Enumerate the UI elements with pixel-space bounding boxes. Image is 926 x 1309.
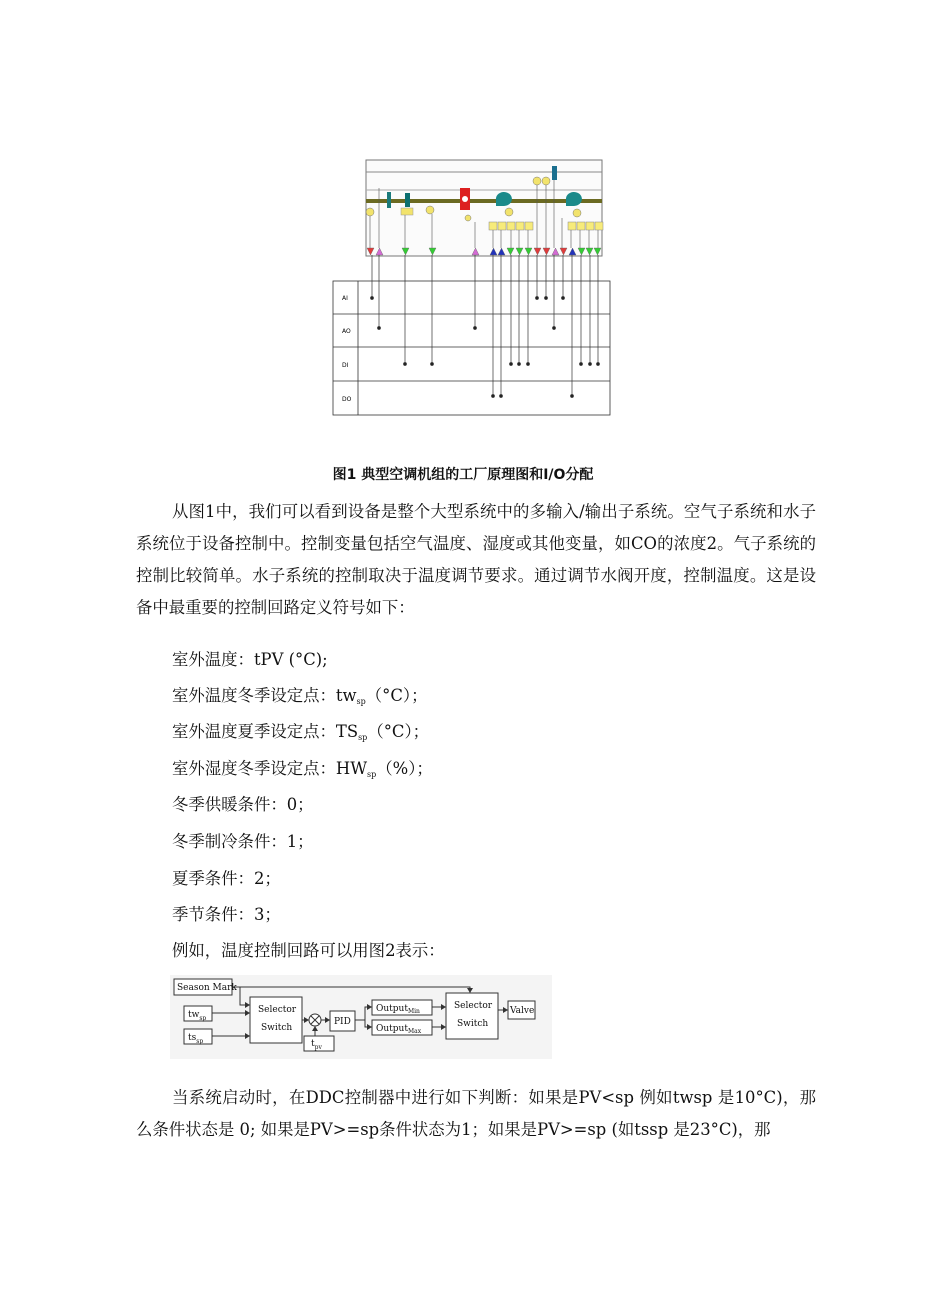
paragraph-1: 从图1中，我们可以看到设备是整个大型系统中的多输入/输出子系统。空气子系统和水子系统位于设备控制中。控制变量包括空气温度、湿度或其他变量，如CO的浓度2。气子系统的控制比较简单。水子系统的控制取决于温度调节要求。通过调节水阀开度，控制温度。这是设备中最重要的控制回路定义符号如下： [136,502,816,617]
definition-line: 例如，温度控制回路可以用图2表示： [172,941,445,960]
definition-line: 季节条件：3； [172,905,281,924]
definition-line: 室外湿度冬季设定点：$HW_{sp}(\%)$； [172,759,433,779]
paragraph-2: 当系统启动时，在DDC控制器中进行如下判断：如果是PV<sp 例如twsp 是10°C)，那么条件状态是 0; 如果是PV>=sp条件状态为1；如果是PV>=sp (如tssp 是23°C)，那 [136,1088,816,1139]
return-fan [566,192,582,206]
io-label-do: DO [342,396,352,403]
selector-switch-1 [250,997,302,1043]
output-max-label: Output$_{Max}$ [376,1024,422,1035]
tw-sp-label: $tw_{sp}$ [188,1010,207,1022]
io-label-ao: AO [342,328,351,335]
definition-line: 室外温度：tPV (°C); [172,650,328,669]
ahu-schematic-figure [332,158,612,418]
figure-1-caption: 图1 典型空调机组的工厂原理图和I/O分配 [332,467,594,483]
selector-2-line-2: Switch [457,1019,489,1029]
pid-label: PID [334,1017,351,1027]
season-mark-label: Season Mark [177,983,237,993]
selector-2-line-1: Selector [454,1001,493,1011]
output-min-label: Output$_{Min}$ [376,1004,420,1015]
definition-line: 室外温度冬季设定点：$tw_{sp}(^\circ C)$； [172,686,428,706]
definition-line: 冬季制冷条件：1； [172,832,314,851]
control-loop-diagram [170,975,552,1059]
valve-label: Valve [510,1006,535,1016]
io-table [333,281,610,415]
io-label-ai: AI [342,295,348,302]
t-pv-label: $t_{pv}$ [311,1039,322,1051]
supply-fan [496,192,512,206]
selector-1-line-2: Switch [261,1023,293,1033]
io-label-di: DI [342,362,349,369]
ts-sp-label: $ts_{sp}$ [188,1033,204,1045]
selector-switch-2 [446,993,498,1039]
definition-line: 夏季条件：2； [172,869,281,888]
definition-line: 室外温度夏季设定点：$TS_{sp}(^\circ C)$； [172,722,430,742]
definition-line: 冬季供暖条件：0； [172,795,314,814]
selector-1-line-1: Selector [258,1005,297,1015]
